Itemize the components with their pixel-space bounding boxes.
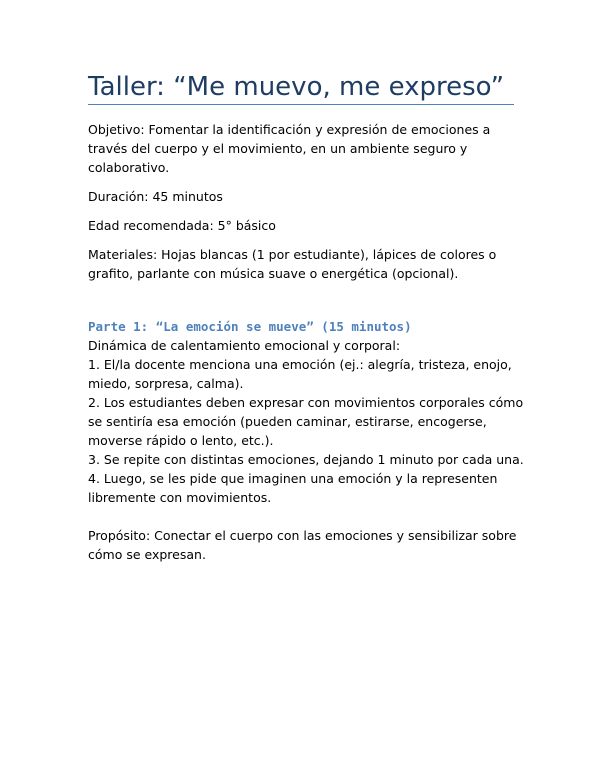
part-1-steps <box>88 355 528 507</box>
materials-text: Materiales: Hojas blancas (1 por estudiante), lápices de colores o grafito, parlante con música suave o energética (opcional). <box>88 247 497 281</box>
part-1-purpose: Propósito: Conectar el cuerpo con las emociones y sensibilizar sobre cómo se expresan. <box>88 528 517 562</box>
step-item: 4. Luego, se les pide que imaginen una emoción y la representen libremente con movimientos. <box>88 471 498 505</box>
part-1-intro: Dinámica de calentamiento emocional y corporal: <box>88 338 401 353</box>
document-title: Taller: “Me muevo, me expreso” <box>88 72 505 102</box>
step-item: 1. El/la docente menciona una emoción (ej.: alegría, tristeza, enojo, miedo, sorpresa, calma). <box>88 357 512 391</box>
duration-text: Duración: 45 minutos <box>88 189 223 204</box>
age-text: Edad recomendada: 5° básico <box>88 218 276 233</box>
part-1-heading: Parte 1: “La emoción se mueve” (15 minutos) <box>88 319 412 334</box>
step-item: 2. Los estudiantes deben expresar con movimientos corporales cómo se sentiría esa emoción (pueden caminar, estirarse, encogerse, moverse rápido o lento, etc.). <box>88 395 524 448</box>
workshop-details <box>88 120 528 293</box>
objective-text: Objetivo: Fomentar la identificación y expresión de emociones a través del cuerpo y el movimiento, en un ambiente seguro y colaborativo. <box>88 122 491 175</box>
step-item: 3. Se repite con distintas emociones, dejando 1 minuto por cada una. <box>88 452 524 467</box>
title-underline <box>88 104 514 105</box>
part-1-section <box>88 317 528 564</box>
